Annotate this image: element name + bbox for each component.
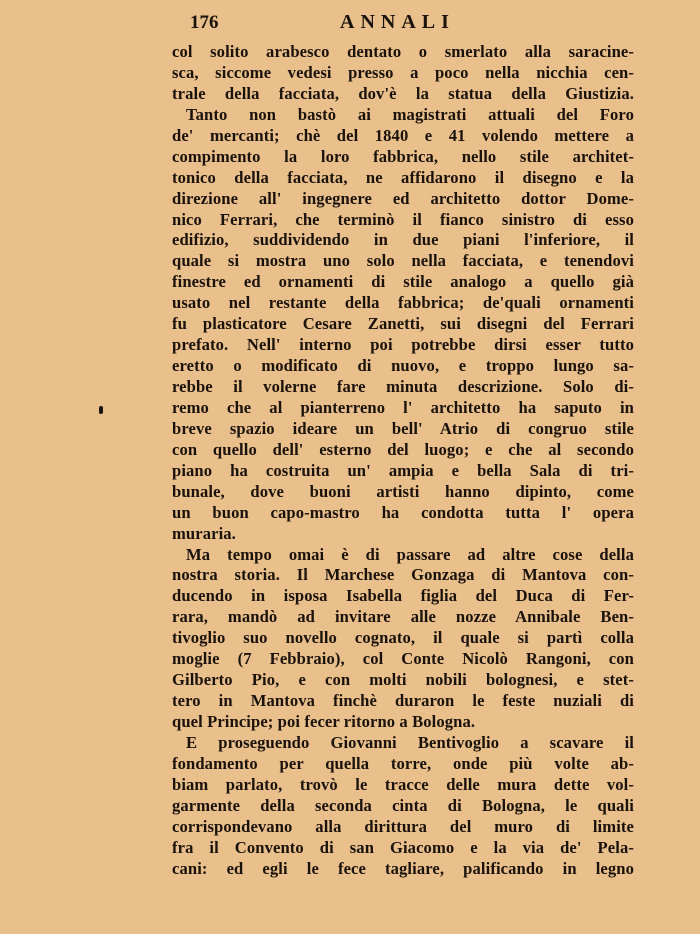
text-line: fu plasticatore Cesare Zanetti, sui disegni del Ferrari xyxy=(172,314,634,334)
text-line: tivoglio suo novello cognato, il quale si partì colla xyxy=(172,628,634,648)
text-line: bunale, dove buoni artisti hanno dipinto, come xyxy=(172,481,634,501)
text-line: fra il Convento di san Giacomo e la via de' Pela- xyxy=(172,837,634,857)
text-line: de' mercanti; chè del 1840 e 41 volendo mettere a xyxy=(172,125,634,145)
text-line: breve spazio ideare un bell' Atrio di congruo stile xyxy=(172,418,634,438)
text-line: con quello dell' esterno del luogo; e che al secondo xyxy=(172,439,634,459)
text-line: un buon capo-mastro ha condotta tutta l' opera xyxy=(172,502,634,522)
page-number: 176 xyxy=(190,12,219,33)
text-line: tero in Mantova finchè duraron le feste nuziali di xyxy=(172,691,634,711)
text-line: muraria. xyxy=(172,523,236,543)
text-line: cani: ed egli le fece tagliare, palificando in legno xyxy=(172,858,634,878)
text-line: ducendo in isposa Isabella figlia del Duca di Fer- xyxy=(172,586,634,606)
body-text xyxy=(172,42,634,880)
text-line: quale si mostra uno solo nella facciata, e tenendovi xyxy=(172,251,634,271)
text-line: piano ha costruita un' ampia e bella Sala di tri- xyxy=(172,460,634,480)
text-line: finestre ed ornamenti di stile analogo a quello già xyxy=(172,272,634,292)
text-line: compimento la loro fabbrica, nello stile architet- xyxy=(172,146,634,166)
text-line: usato nel restante della fabbrica; de'quali ornamenti xyxy=(172,293,634,313)
text-line: rara, mandò ad invitare alle nozze Annibale Ben- xyxy=(172,607,634,627)
text-line: direzione all' ingegnere ed architetto dottor Dome- xyxy=(172,188,634,208)
text-line: remo che al pianterreno l' architetto ha saputo in xyxy=(172,397,634,417)
text-line: trale della facciata, dov'è la statua della Giustizia. xyxy=(172,83,634,103)
text-line: edifizio, suddividendo in due piani l'inferiore, il xyxy=(172,230,634,250)
running-head: ANNALI xyxy=(340,11,455,33)
text-line: tonico della facciata, ne affidarono il disegno e la xyxy=(172,167,634,187)
text-line: corrispondevano alla dirittura del muro di limite xyxy=(172,816,634,836)
text-line: Ma tempo omai è di passare ad altre cose della xyxy=(186,544,634,564)
text-line: garmente della seconda cinta di Bologna, le quali xyxy=(172,795,634,815)
text-line: Tanto non bastò ai magistrati attuali del Foro xyxy=(186,104,634,124)
text-line: nostra storia. Il Marchese Gonzaga di Mantova con- xyxy=(172,565,634,585)
text-line: biam parlato, trovò le tracce delle mura dette vol- xyxy=(172,774,634,794)
text-line: nico Ferrari, che terminò il fianco sinistro di esso xyxy=(172,209,634,229)
margin-mark xyxy=(99,406,103,414)
text-line: E proseguendo Giovanni Bentivoglio a scavare il xyxy=(186,732,634,752)
text-line: sca, siccome vedesi presso a poco nella nicchia cen- xyxy=(172,62,634,82)
text-line: prefato. Nell' interno poi potrebbe dirsi esser tutto xyxy=(172,335,634,355)
text-line: eretto o modificato di nuovo, e troppo lungo sa- xyxy=(172,356,634,376)
text-line: moglie (7 Febbraio), col Conte Nicolò Rangoni, con xyxy=(172,649,634,669)
text-line: col solito arabesco dentato o smerlato alla saracine- xyxy=(172,42,634,61)
text-line: quel Principe; poi fecer ritorno a Bologna. xyxy=(172,712,476,731)
text-line: fondamento per quella torre, onde più volte ab- xyxy=(172,753,634,773)
text-line: Gilberto Pio, e con molti nobili bolognesi, e stet- xyxy=(172,670,634,690)
text-line: rebbe il volerne fare minuta descrizione. Solo di- xyxy=(172,377,634,396)
